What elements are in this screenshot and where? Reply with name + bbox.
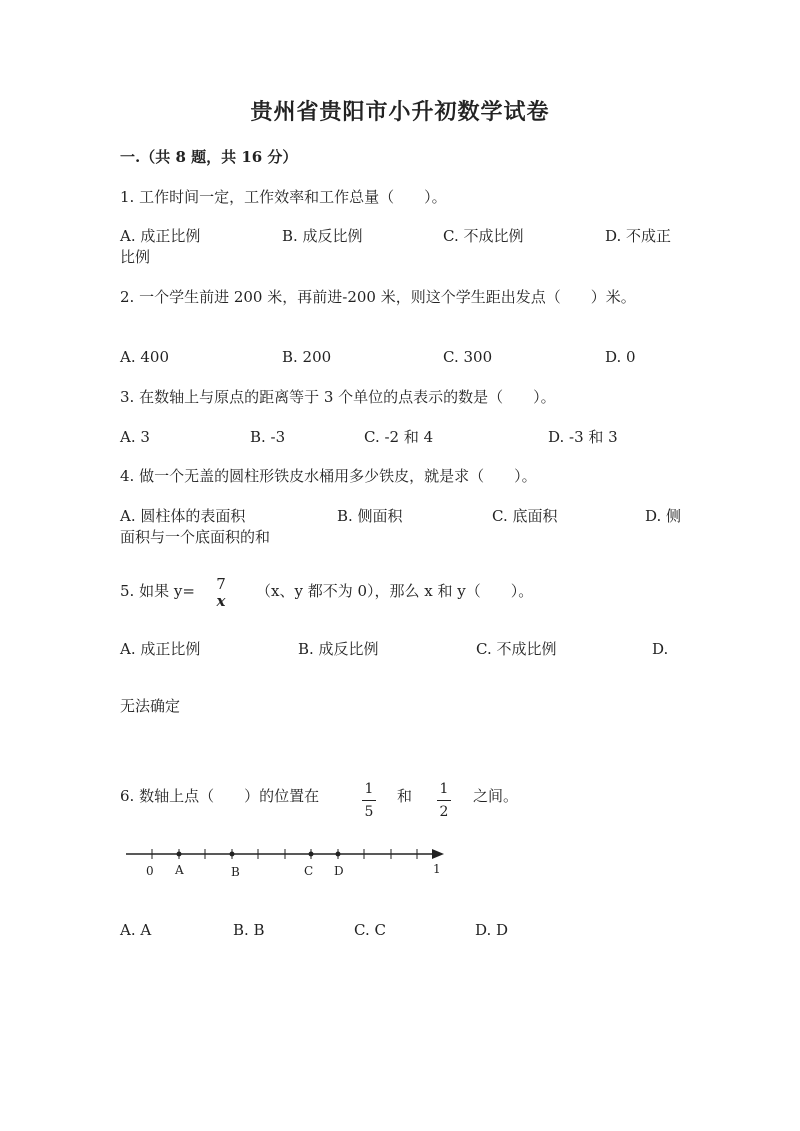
question-5-text-before: 5. 如果 y= — [120, 582, 195, 600]
q6-fraction-2-numerator: 1 — [439, 781, 449, 797]
question-4-text: 4. 做一个无盖的圆柱形铁皮水桶用多少铁皮，就是求（ ）。 — [120, 467, 537, 485]
q3-option-d: D. -3 和 3 — [548, 428, 618, 446]
q4-option-c: C. 底面积 — [492, 507, 558, 525]
q1-option-d: D. 不成正 — [605, 227, 672, 245]
label-zero: 0 — [146, 864, 154, 878]
q5-option-d-wrap: 无法确定 — [120, 697, 181, 715]
q6-option-b: B. B — [233, 921, 265, 939]
number-line — [0, 840, 800, 900]
point-c-dot — [309, 852, 314, 857]
q4-option-d: D. 侧 — [645, 507, 682, 525]
page-title: 贵州省贵阳市小升初数学试卷 — [250, 99, 550, 125]
q6-fraction-1-numerator: 1 — [364, 781, 374, 797]
label-c: C — [304, 864, 314, 878]
question-6-and: 和 — [397, 787, 413, 805]
q1-option-c: C. 不成比例 — [443, 227, 524, 245]
section-heading: 一.（共 8 题，共 16 分） — [120, 148, 298, 166]
q5-option-d: D. — [652, 640, 669, 658]
q3-option-c: C. -2 和 4 — [364, 428, 434, 446]
question-6-text-before: 6. 数轴上点（ ）的位置在 — [120, 787, 320, 805]
q6-fraction-2-denominator: 2 — [439, 804, 449, 820]
q6-fraction-1-5 — [362, 782, 376, 819]
question-2-text: 2. 一个学生前进 200 米，再前进-200 米，则这个学生距出发点（ ）米。 — [120, 288, 636, 306]
label-b: B — [231, 865, 240, 879]
number-line-arrow — [432, 849, 444, 859]
q5-fraction — [212, 577, 230, 609]
q1-option-a: A. 成正比例 — [120, 227, 201, 245]
q5-option-a: A. 成正比例 — [120, 640, 201, 658]
point-d-dot — [336, 852, 341, 857]
q6-fraction-1-denominator: 5 — [364, 804, 374, 820]
q6-option-a: A. A — [120, 921, 152, 939]
q5-fraction-numerator: 7 — [216, 575, 226, 593]
q3-option-b: B. -3 — [250, 428, 286, 446]
question-3-text: 3. 在数轴上与原点的距离等于 3 个单位的点表示的数是（ ）。 — [120, 388, 556, 406]
q6-option-d: D. D — [475, 921, 509, 939]
q5-fraction-denominator: x — [216, 592, 226, 610]
q3-option-a: A. 3 — [120, 428, 150, 446]
q4-option-a: A. 圆柱体的表面积 — [120, 507, 246, 525]
q4-option-b: B. 侧面积 — [337, 507, 403, 525]
label-d: D — [334, 864, 344, 878]
point-a-dot — [177, 852, 182, 857]
label-one: 1 — [433, 862, 441, 876]
question-6-text-after: 之间。 — [473, 787, 519, 805]
question-1-text: 1. 工作时间一定，工作效率和工作总量（ ）。 — [120, 188, 447, 206]
question-5-text-after: （x、y 都不为 0），那么 x 和 y（ ）。 — [256, 582, 534, 600]
q5-option-c: C. 不成比例 — [476, 640, 557, 658]
q2-option-a: A. 400 — [120, 348, 169, 366]
q2-option-d: D. 0 — [605, 348, 636, 366]
point-b-dot — [230, 852, 235, 857]
q2-option-c: C. 300 — [443, 348, 493, 366]
label-a: A — [175, 863, 184, 877]
q6-fraction-1-2 — [437, 782, 451, 819]
q2-option-b: B. 200 — [282, 348, 332, 366]
q1-option-b: B. 成反比例 — [282, 227, 363, 245]
q6-option-c: C. C — [354, 921, 386, 939]
q5-option-b: B. 成反比例 — [298, 640, 379, 658]
q1-option-d-wrap: 比例 — [120, 248, 151, 266]
q4-option-d-wrap: 面积与一个底面积的和 — [120, 528, 271, 546]
